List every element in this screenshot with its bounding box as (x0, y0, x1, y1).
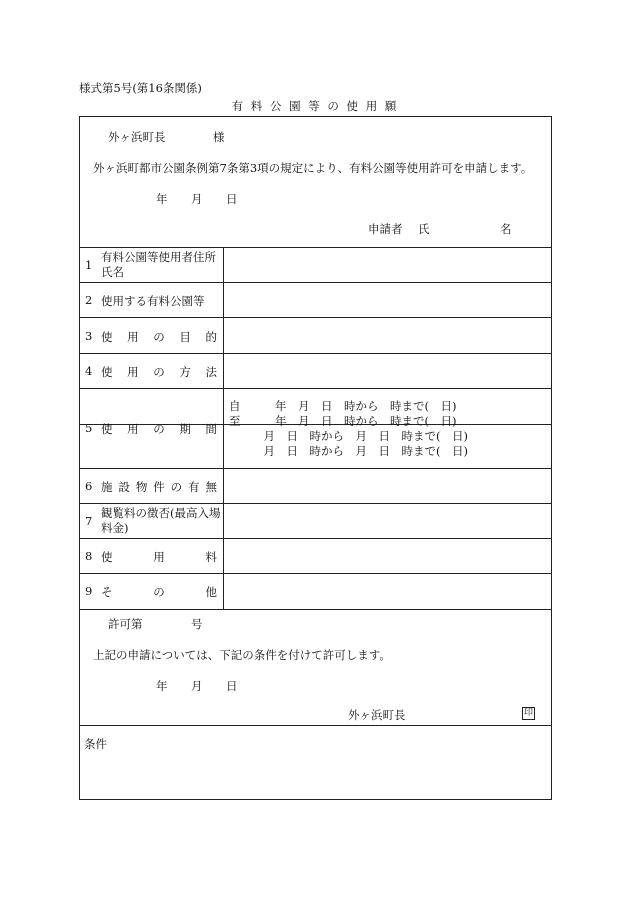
form-title: 有 料 公 園 等 の 使 用 願 (231, 99, 399, 113)
label-char: 方 (179, 365, 191, 379)
row-number: 2 (85, 293, 93, 307)
row-number: 8 (85, 549, 93, 563)
usage-fee-field[interactable] (224, 539, 552, 573)
addressee: 外ヶ浜町長 (108, 130, 166, 144)
period-line-to[interactable]: 至 年 月 日 時から 時まで( 日) (229, 414, 457, 428)
form-reference: 様式第5号(第16条関係) (79, 81, 202, 95)
label-char: 用 (127, 330, 139, 344)
label-char: 使 (101, 330, 113, 344)
table-bottom-rule (80, 609, 551, 610)
label-char: の (153, 330, 165, 344)
label-char: 料 (205, 550, 217, 564)
label-char: 使 (101, 365, 113, 379)
row-number: 9 (85, 584, 93, 598)
permission-date-day: 日 (226, 679, 238, 693)
row-label-admission-fee: 観覧料の徴否(最高入場料金) (101, 506, 221, 535)
row-number: 7 (85, 514, 93, 528)
label-char: 目 (179, 330, 191, 344)
conditions-field[interactable] (81, 753, 551, 797)
conditions-label: 条件 (84, 737, 107, 751)
applicant-name-label-1: 氏 (418, 222, 430, 236)
row-label-user-address-name: 有料公園等使用者住所氏名 (101, 250, 216, 279)
permission-statement: 上記の申請については、下記の条件を付けて許可します。 (93, 648, 391, 662)
permit-number-label: 許可第 (108, 617, 143, 631)
label-char: 的 (205, 330, 217, 344)
park-facility-field[interactable] (224, 283, 552, 317)
label-char: 用 (127, 365, 139, 379)
label-char: の (153, 585, 165, 599)
permit-number-suffix: 号 (191, 617, 203, 631)
application-form (79, 116, 552, 800)
label-char: 使 (101, 550, 113, 564)
row-label-method (101, 364, 217, 380)
application-date-year: 年 (156, 192, 168, 206)
application-date-day: 日 (226, 192, 238, 206)
user-address-name-field[interactable] (224, 248, 552, 282)
row-divider (80, 388, 551, 389)
admission-fee-field[interactable] (224, 504, 552, 538)
label-char: の (170, 480, 183, 494)
label-char: 設 (118, 480, 130, 494)
label-char: の (153, 365, 165, 379)
label-char: 法 (205, 365, 217, 379)
other-field[interactable] (224, 574, 552, 609)
applicant-label: 申請者 (368, 222, 403, 236)
label-char: 用 (127, 422, 139, 436)
row-number: 6 (85, 479, 93, 493)
row-label-purpose (101, 329, 217, 345)
row-label-facility-installation (101, 479, 217, 495)
period-line-from[interactable]: 自 年 月 日 時から 時まで( 日) (229, 399, 457, 413)
row-number: 4 (85, 364, 93, 378)
label-char: の (153, 422, 165, 436)
label-char: 他 (205, 585, 217, 599)
application-statement: 外ヶ浜町都市公園条例第7条第3項の規定により、有料公園等使用許可を申請します。 (93, 161, 533, 175)
label-char: 件 (153, 480, 165, 494)
period-line-additional[interactable]: 月 日 時から 月 日 時まで( 日) (229, 429, 468, 443)
label-char: 間 (205, 422, 217, 436)
label-char: 有 (188, 480, 200, 494)
method-field[interactable] (224, 354, 552, 388)
addressee-honorific: 様 (213, 130, 225, 144)
row-number: 1 (85, 258, 93, 272)
row-label-other (101, 584, 217, 600)
application-date-month: 月 (191, 192, 203, 206)
row-label-park-facility: 使用する有料公園等 (101, 294, 205, 308)
applicant-name-label-2: 名 (500, 222, 512, 236)
period-line-additional[interactable]: 月 日 時から 月 日 時まで( 日) (229, 444, 468, 458)
purpose-field[interactable] (224, 318, 552, 353)
label-char: 施 (101, 480, 113, 494)
label-char: 使 (101, 422, 113, 436)
conditions-divider (80, 725, 551, 726)
label-char: そ (101, 585, 113, 599)
facility-installation-field[interactable] (224, 469, 552, 503)
label-char: 物 (135, 480, 148, 494)
permission-date-year: 年 (156, 679, 168, 693)
label-char: 無 (205, 480, 217, 494)
row-number: 3 (85, 329, 93, 343)
row-label-period (101, 421, 217, 437)
row-label-usage-fee (101, 549, 217, 565)
label-char: 用 (153, 550, 165, 564)
row-number: 5 (85, 421, 93, 435)
permission-date-month: 月 (191, 679, 203, 693)
seal-mark: 印 (523, 708, 533, 718)
permission-issuer: 外ヶ浜町長 (348, 708, 406, 722)
label-char: 期 (179, 422, 191, 436)
